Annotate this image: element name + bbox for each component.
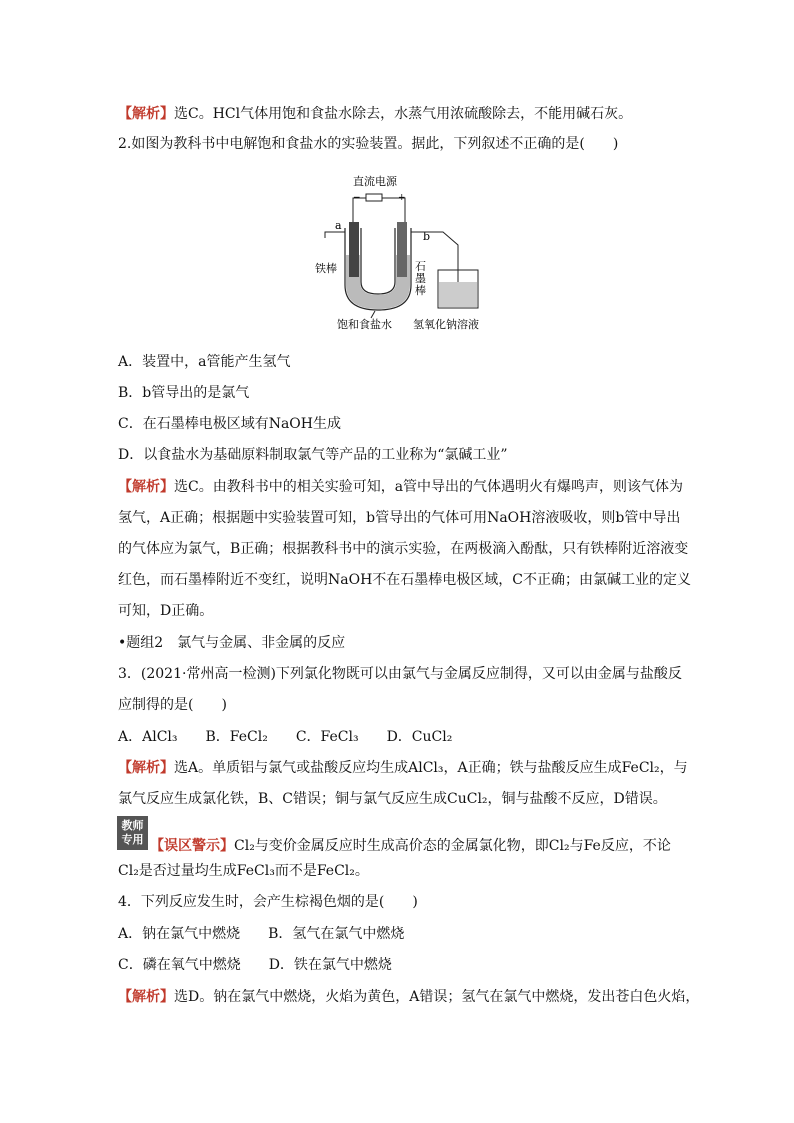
answer-2-line-2: 氢气，A正确；根据题中实验装置可知，b管导出的气体可用NaOH溶液吸收，则b管中导出 [118, 510, 681, 526]
graphite-label-1: 石 [415, 260, 426, 273]
answer-2-line-4: 红色，而石墨棒附近不变红，说明NaOH不在石墨棒电极区域，C不正确；由氯碱工业的定义 [118, 572, 691, 588]
analysis-tag: 【解析】 [118, 760, 174, 776]
question-4: 4．下列反应发生时，会产生棕褐色烟的是( ) [118, 894, 418, 910]
analysis-tag: 【解析】 [118, 479, 174, 495]
answer-4-text-1: 选D。钠在氯气中燃烧，火焰为黄色，A错误；氢气在氯气中燃烧，发出苍白色火焰， [174, 989, 700, 1005]
minus-label: − [353, 193, 361, 203]
teacher-only-badge: 教师 专用 [117, 816, 148, 850]
q2-option-c: C．在石墨棒电极区域有NaOH生成 [118, 416, 341, 432]
answer-3-line-2: 氯气反应生成氯化铁，B、C错误；铜与氯气反应生成CuCl₂，铜与盐酸不反应，D错误。 [118, 791, 667, 807]
q2-option-d: D．以食盐水为基础原料制取氯气等产品的工业称为“氯碱工业” [118, 447, 508, 463]
warning-line-1 [150, 836, 671, 856]
answer-2-line-3: 的气体应为氯气，B正确；根据教科书中的演示实验，在两极滴入酚酞，只有铁棒附近溶液变 [118, 541, 689, 557]
answer-3-text-1: 选A。单质铝与氯气或盐酸反应均生成AlCl₃，A正确；铁与盐酸反应生成FeCl₂，与 [174, 760, 688, 776]
answer-1 [118, 104, 632, 124]
a-label: a [335, 219, 342, 232]
analysis-tag: 【解析】 [118, 989, 174, 1005]
answer-1-text: 选C。HCl气体用饱和食盐水除去，水蒸气用浓硫酸除去，不能用碱石灰。 [174, 106, 633, 122]
warning-text-1: Cl₂与变价金属反应时生成高价态的金属氯化物，即Cl₂与Fe反应，不论 [234, 838, 671, 854]
b-label: b [423, 230, 431, 243]
group-2-heading: •题组2 氯气与金属、非金属的反应 [118, 635, 346, 651]
answer-2-line-5: 可知，D正确。 [118, 603, 214, 619]
graphite-label-3: 棒 [415, 284, 426, 297]
analysis-tag: 【解析】 [118, 106, 174, 122]
q4-options-ab: A．钠在氯气中燃烧 B．氢气在氯气中燃烧 [118, 926, 405, 942]
answer-2-text-1: 选C。由教科书中的相关实验可知，a管中导出的气体遇明火有爆鸣声，则该气体为 [174, 479, 684, 495]
q2-option-b: B．b管导出的是氯气 [118, 385, 250, 401]
q2-option-a: A．装置中，a管能产生氢气 [118, 354, 291, 370]
question-3-line-2: 应制得的是( ) [118, 697, 227, 713]
power-label: 直流电源 [353, 175, 397, 188]
brine-label: 饱和食盐水 [337, 318, 392, 330]
answer-2-line-1 [118, 477, 683, 497]
answer-3-line-1 [118, 758, 688, 778]
electrolysis-diagram [313, 170, 503, 330]
question-3-line-1: 3．(2021·常州高一检测)下列氯化物既可以由氯气与金属反应制得，又可以由金属与盐酸反 [118, 666, 682, 682]
q3-options: A．AlCl₃ B．FeCl₂ C．FeCl₃ D．CuCl₂ [118, 729, 453, 745]
warning-tag: 【误区警示】 [150, 838, 234, 854]
answer-4-line-1 [118, 987, 699, 1007]
graphite-label-2: 墨 [415, 272, 426, 285]
q4-options-cd: C．磷在氧气中燃烧 D．铁在氯气中燃烧 [118, 957, 392, 973]
warning-line-2: Cl₂是否过量均生成FeCl₃而不是FeCl₂。 [118, 863, 369, 879]
naoh-label: 氢氧化钠溶液 [413, 318, 479, 330]
iron-rod-label: 铁棒 [315, 262, 337, 275]
question-2: 2.如图为教科书中电解饱和食盐水的实验装置。据此，下列叙述不正确的是( ) [118, 136, 619, 152]
plus-label: + [398, 193, 406, 203]
